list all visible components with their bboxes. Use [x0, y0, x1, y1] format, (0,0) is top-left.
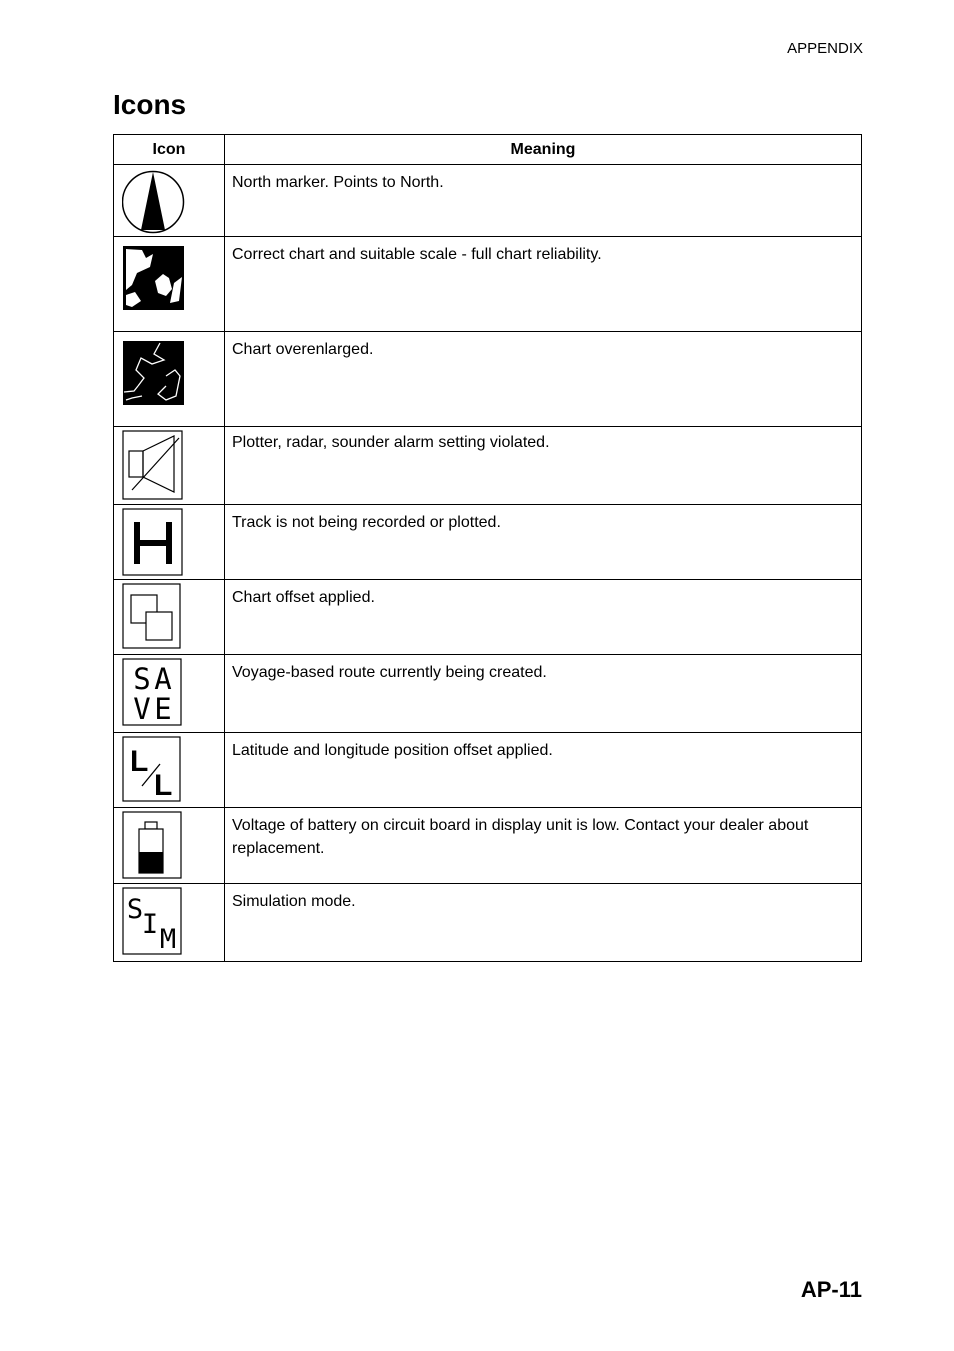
table-header-row: [114, 135, 862, 165]
page-number: AP-11: [800, 1277, 862, 1302]
meaning-cell: Voltage of battery on circuit board in display unit is low. Contact your dealer about replacement.: [225, 808, 862, 884]
save-route-icon: [122, 658, 186, 728]
icon-cell: [114, 237, 225, 332]
table-row: [114, 733, 862, 808]
icon-cell: [114, 427, 225, 505]
track-hold-h-icon: [122, 508, 186, 578]
low-battery-icon: [122, 811, 186, 879]
save-letter-e: E: [154, 692, 172, 726]
sim-letter-m: M: [159, 924, 177, 955]
chart-offset-icon: [122, 583, 186, 651]
table-row: [114, 655, 862, 733]
meaning-cell: Plotter, radar, sounder alarm setting violated.: [225, 427, 862, 505]
icon-cell: [114, 733, 225, 808]
table-row: [114, 165, 862, 237]
icon-cell: [114, 580, 225, 655]
sim-letter-i: I: [141, 909, 159, 940]
icon-cell: [114, 808, 225, 884]
north-marker-icon: [122, 168, 186, 234]
meaning-cell: Voyage-based route currently being created.: [225, 655, 862, 733]
section-header: APPENDIX: [787, 40, 863, 57]
table-row: [114, 884, 862, 962]
table-row: [114, 427, 862, 505]
meaning-cell: Correct chart and suitable scale - full chart reliability.: [225, 237, 862, 332]
save-letter-a: A: [154, 662, 172, 696]
table-row: [114, 332, 862, 427]
meaning-cell: Latitude and longitude position offset applied.: [225, 733, 862, 808]
sim-letter-s: S: [126, 894, 144, 925]
meaning-cell: Chart offset applied.: [225, 580, 862, 655]
longitude-letter: L: [154, 769, 173, 802]
icon-cell: [114, 505, 225, 580]
table-row: [114, 808, 862, 884]
save-letter-s: S: [133, 662, 151, 696]
meaning-cell: Track is not being recorded or plotted.: [225, 505, 862, 580]
save-letter-v: V: [133, 692, 151, 726]
latlon-offset-icon: [122, 736, 186, 804]
simulation-icon: [122, 887, 186, 957]
latitude-letter: L: [130, 745, 149, 778]
chart-overenlarged-icon: [122, 340, 186, 410]
column-header-meaning: Meaning: [225, 135, 862, 165]
icon-cell: [114, 332, 225, 427]
icon-cell: [114, 884, 225, 962]
meaning-cell: Simulation mode.: [225, 884, 862, 962]
table-row: [114, 505, 862, 580]
meaning-cell: North marker. Points to North.: [225, 165, 862, 237]
table-row: [114, 580, 862, 655]
alarm-muted-speaker-icon: [122, 430, 186, 500]
icon-cell: [114, 165, 225, 237]
page-title: Icons: [113, 89, 187, 120]
chart-reliable-icon: [122, 245, 186, 315]
column-header-icon: Icon: [114, 135, 225, 165]
icon-cell: [114, 655, 225, 733]
table-row: [114, 237, 862, 332]
icons-table: [113, 134, 862, 962]
meaning-cell: Chart overenlarged.: [225, 332, 862, 427]
